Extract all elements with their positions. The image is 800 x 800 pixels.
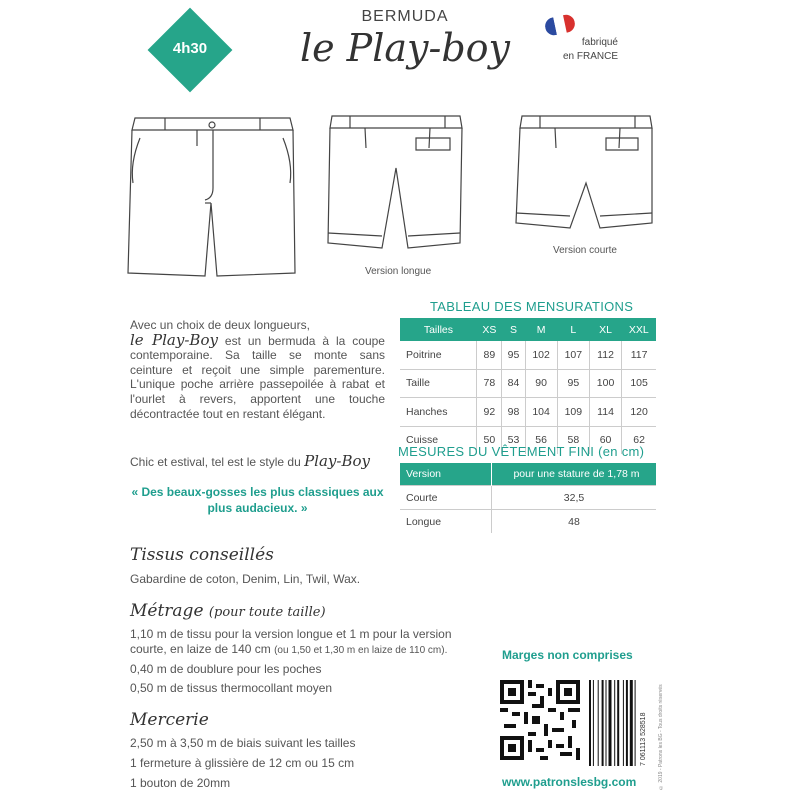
metrage-title [130, 601, 326, 621]
table-row [400, 341, 656, 369]
metrage-line-1: 1,10 m de tissu pour la version longue et 1 m pour la version [130, 627, 452, 641]
margins-note: Marges non comprises [502, 648, 633, 662]
metrage-line-4: 0,50 m de tissus thermocollant moyen [130, 681, 333, 695]
table-cell: 78 [477, 369, 502, 398]
table-cell: 53 [502, 426, 525, 454]
back-long-illustration [320, 108, 470, 258]
intro-brand: le Play-Boy [130, 330, 218, 349]
finished-table-header [400, 463, 656, 486]
table-cell: 60 [589, 426, 621, 454]
front-view-illustration [125, 108, 305, 283]
row-label: Courte [400, 486, 492, 510]
size-header-xl: XL [589, 318, 621, 341]
mercerie-title: Mercerie [130, 710, 209, 730]
table-cell: 114 [589, 398, 621, 427]
table-cell: 92 [477, 398, 502, 427]
barcode-number: 7 061113 528518 [640, 712, 647, 766]
barcode-bar [630, 680, 633, 766]
table-cell: 95 [502, 341, 525, 369]
table-cell: 109 [557, 398, 589, 427]
mercerie-item: 1 fermeture à glissière de 12 cm ou 15 cm [130, 756, 355, 770]
table-row [400, 486, 656, 510]
chic-brand: Play-Boy [304, 452, 370, 470]
mercerie-item: 1 bouton de 20mm [130, 776, 231, 790]
size-header-s: S [502, 318, 525, 341]
barcode-bar [635, 680, 636, 766]
table-cell: 48 [492, 510, 657, 534]
size-table-title: TABLEAU DES MENSURATIONS [430, 299, 634, 314]
table-cell: 112 [589, 341, 621, 369]
row-label: Poitrine [406, 348, 442, 361]
time-badge-label: 4h30 [172, 40, 208, 57]
qr-code [500, 680, 580, 760]
table-cell: 62 [622, 426, 656, 454]
table-cell: 105 [622, 369, 656, 398]
barcode-bar [626, 680, 628, 766]
page-title: le Play-boy [299, 26, 511, 70]
made-line-1: fabriqué [581, 37, 618, 48]
intro-body: est un bermuda à la coupe contemporaine. Sa taille se monte sans ceinture et reçoit une simple parementure. L'unique poche arrière passepoilée à rabat et l'ourlet à revers, apportent une touche décontractée tout en restant élégant. [130, 333, 385, 421]
barcode-bar [602, 680, 604, 766]
metrage-text [130, 627, 490, 696]
category-label: BERMUDA [361, 8, 449, 25]
table-cell: 120 [622, 398, 656, 427]
table-cell: 95 [557, 369, 589, 398]
table-cell: 90 [525, 369, 557, 398]
size-header-label: Tailles [400, 318, 477, 341]
table-row [400, 369, 656, 398]
table-cell: 84 [502, 369, 525, 398]
made-in-france-label [548, 36, 618, 64]
table-cell: 104 [525, 398, 557, 427]
france-flag-icon [543, 13, 576, 37]
barcode-bar [623, 680, 624, 766]
caption-long-version: Version longue [365, 266, 432, 277]
barcode-bar [606, 680, 607, 766]
table-cell: 102 [525, 341, 557, 369]
mercerie-item: 2,50 m à 3,50 m de biais suivant les tailles [130, 736, 356, 750]
intro-line-1: Avec un choix de deux longueurs, [130, 318, 310, 332]
metrage-line-2 [130, 642, 490, 658]
table-cell: 98 [502, 398, 525, 427]
table-cell: 117 [622, 341, 656, 369]
stature-header: pour une stature de 1,78 m [492, 463, 657, 486]
chic-line [130, 452, 390, 470]
size-header-l: L [557, 318, 589, 341]
row-label: Taille [400, 369, 477, 398]
table-cell: 50 [477, 426, 502, 454]
version-header: Version [400, 463, 492, 486]
row-label: Cuisse [400, 426, 477, 454]
finished-table-title: MESURES DU VÊTEMENT FINI (en cm) [398, 444, 645, 459]
metrage-title-note: (pour toute taille) [208, 605, 326, 620]
caption-short-version: Version courte [553, 245, 617, 256]
table-cell: 100 [589, 369, 621, 398]
metrage-line-3: 0,40 m de doublure pour les poches [130, 662, 322, 676]
row-label: Hanches [400, 398, 477, 427]
finished-table [400, 463, 656, 533]
size-table [400, 318, 656, 454]
table-row [400, 398, 656, 427]
table-cell: 56 [525, 426, 557, 454]
table-cell: 107 [557, 341, 589, 369]
quote: « Des beaux-gosses les plus classiques aux plus audacieux. » [131, 485, 384, 515]
barcode-bar [617, 680, 619, 766]
size-header-xs: XS [477, 318, 502, 341]
tissus-text: Gabardine de coton, Denim, Lin, Twil, Wax. [130, 572, 361, 586]
metrage-line-2-main: courte, en laize de 140 cm [130, 642, 271, 656]
website-link[interactable]: www.patronslesbg.com [502, 775, 637, 789]
back-short-illustration [510, 108, 660, 238]
barcode-bar [614, 680, 615, 766]
made-line-2: en FRANCE [562, 51, 618, 62]
barcode [588, 680, 638, 766]
metrage-line-2-note: (ou 1,50 et 1,30 m en laize de 110 cm). [274, 645, 448, 656]
size-header-xxl: XXL [622, 318, 656, 341]
tissus-title: Tissus conseillés [130, 545, 274, 565]
intro-paragraph [130, 318, 385, 421]
row-label: Longue [400, 510, 492, 534]
table-row [400, 510, 656, 534]
barcode-bar [598, 680, 599, 766]
barcode-bar [609, 680, 612, 766]
size-table-header [400, 318, 656, 341]
barcode-bar [589, 680, 591, 766]
table-cell: 58 [557, 426, 589, 454]
table-cell: 32,5 [492, 486, 657, 510]
barcode-bar [593, 680, 594, 766]
size-header-m: M [525, 318, 557, 341]
chic-text: Chic et estival, tel est le style du [130, 455, 301, 469]
table-cell: 89 [477, 341, 502, 369]
mercerie-list [130, 736, 355, 791]
copyright-vertical: © 2019 - Patrons les BG - Tous droits réservés [658, 684, 664, 790]
metrage-title-main: Métrage [130, 601, 204, 621]
